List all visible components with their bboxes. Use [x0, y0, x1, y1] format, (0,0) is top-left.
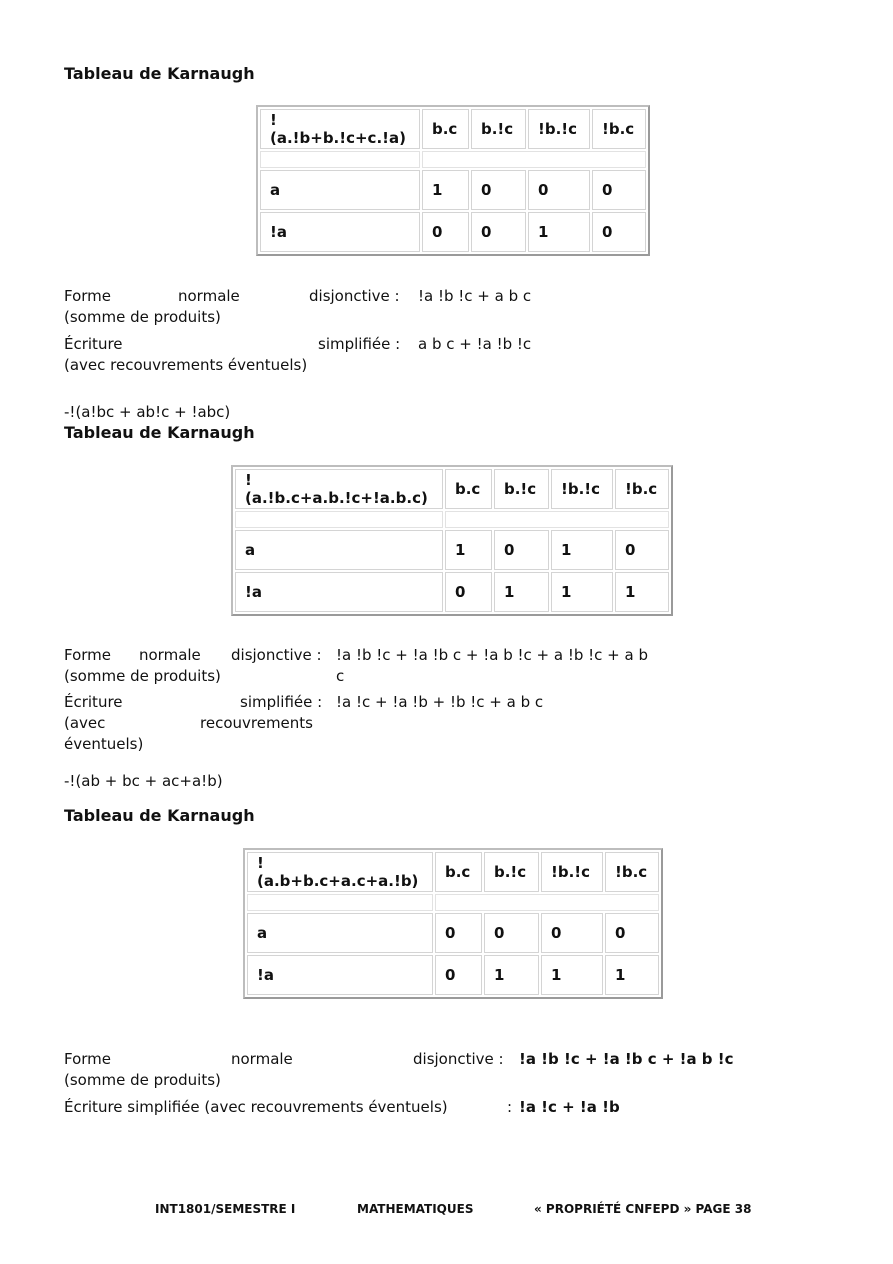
fnd-row-2: [64, 645, 864, 689]
table-header-col: !b.!c: [541, 852, 603, 892]
section2-expression: [64, 403, 230, 421]
expr-prefix: -!: [64, 772, 76, 790]
table-header-col: !b.c: [615, 469, 669, 509]
simp-label-word1: Écriture: [64, 335, 123, 353]
table-header-function: !(a.b+b.c+a.c+a.!b): [247, 852, 433, 892]
table-cell: 1: [615, 572, 669, 612]
fnd-label-line2: (somme de produits): [64, 308, 221, 326]
table-header-col: !b.!c: [528, 109, 590, 149]
table-cell: 0: [605, 913, 659, 953]
simp-label-word1: Écriture: [64, 693, 123, 711]
fnd-label-word3: disjonctive :: [231, 646, 322, 664]
table-cell: 0: [615, 530, 669, 570]
simp-label-word3: (avec: [64, 714, 106, 732]
fnd-label-word3: disjonctive :: [309, 287, 400, 305]
fnd-row-1: [64, 286, 864, 330]
simp-label-word5: éventuels): [64, 735, 144, 753]
table-header-col: b.!c: [484, 852, 539, 892]
table-row: [260, 170, 646, 210]
table-cell: 0: [494, 530, 549, 570]
table-header-col: b.c: [422, 109, 469, 149]
karnaugh-table-2: [231, 465, 673, 616]
table-header-row: [235, 469, 669, 509]
table-cell: 0: [528, 170, 590, 210]
table-spacer-row: [235, 511, 669, 528]
fnd-label-word2: normale: [139, 646, 201, 664]
table-cell: 0: [445, 572, 492, 612]
simplified-row-2: [64, 692, 864, 756]
simp-label: Écriture simplifiée (avec recouvrements éventuels): [64, 1098, 448, 1116]
table-cell: 1: [551, 530, 613, 570]
table-header-function: !(a.!b.c+a.b.!c+!a.b.c): [235, 469, 443, 509]
table-row: [247, 955, 659, 995]
table-spacer-row: [260, 151, 646, 168]
table-cell: 0: [422, 212, 469, 252]
table-cell: 1: [551, 572, 613, 612]
table-header-row: [260, 109, 646, 149]
fnd-label-word1: Forme: [64, 287, 112, 305]
section1-heading: Tableau de Karnaugh: [64, 64, 255, 83]
fnd-value: !a !b !c + !a !b c + !a b !c: [519, 1050, 734, 1068]
table-cell: 1: [541, 955, 603, 995]
expr-body: (a!bc + ab!c + !abc): [75, 403, 231, 421]
fnd-label-word1: Forme: [64, 1050, 112, 1068]
section2-heading: Tableau de Karnaugh: [64, 423, 255, 442]
table-header-col: b.c: [445, 469, 492, 509]
simp-value: a b c + !a !b !c: [418, 335, 532, 353]
fnd-value-line1: !a !b !c + !a !b c + !a b !c + a !b !c + a b: [336, 646, 649, 664]
simp-value: !a !c + !a !b + !b !c + a b c: [336, 693, 544, 711]
simp-label-word2: simplifiée :: [318, 335, 401, 353]
fnd-label-word2: normale: [178, 287, 240, 305]
table-cell: 0: [471, 170, 526, 210]
table-cell: 0: [592, 212, 646, 252]
simplified-row-3: [64, 1097, 864, 1121]
table-header-col: !b.c: [605, 852, 659, 892]
expr-prefix: -!: [64, 403, 76, 421]
row-label: !a: [235, 572, 443, 612]
table-cell: 0: [484, 913, 539, 953]
fnd-value-line2: c: [336, 667, 345, 685]
row-label: a: [247, 913, 433, 953]
table-header-col: b.!c: [494, 469, 549, 509]
table-header-function: !(a.!b+b.!c+c.!a): [260, 109, 420, 149]
table-header-col: b.c: [435, 852, 482, 892]
table-cell: 1: [484, 955, 539, 995]
row-label: !a: [247, 955, 433, 995]
table-cell: 1: [445, 530, 492, 570]
simplified-row-1: [64, 334, 864, 378]
fnd-label-word2: normale: [231, 1050, 293, 1068]
table-header-col: !b.!c: [551, 469, 613, 509]
table-spacer-blank: [445, 511, 669, 528]
table-spacer-cell: [247, 894, 433, 911]
table-cell: 1: [605, 955, 659, 995]
simp-value: !a !c + !a !b: [519, 1098, 620, 1116]
table-cell: 0: [435, 913, 482, 953]
row-label: !a: [260, 212, 420, 252]
row-label: a: [235, 530, 443, 570]
table-spacer-blank: [435, 894, 659, 911]
table-spacer-cell: [235, 511, 443, 528]
footer-page: « PROPRIÉTÉ CNFEPD » PAGE 38: [534, 1202, 752, 1216]
table-spacer-blank: [422, 151, 646, 168]
karnaugh-table-1: [256, 105, 650, 256]
table-cell: 1: [528, 212, 590, 252]
footer-subject: MATHEMATIQUES: [357, 1202, 474, 1216]
simp-label-word4: recouvrements: [200, 714, 313, 732]
simp-label-line2: (avec recouvrements éventuels): [64, 356, 308, 374]
expr-body: (ab + bc + ac+a!b): [75, 772, 223, 790]
section3-heading: Tableau de Karnaugh: [64, 806, 255, 825]
table-row: [235, 530, 669, 570]
karnaugh-table-3: [243, 848, 663, 999]
table-cell: 0: [541, 913, 603, 953]
fnd-label-word3: disjonctive :: [413, 1050, 504, 1068]
table-row: [247, 913, 659, 953]
fnd-row-3: [64, 1049, 864, 1093]
table-cell: 1: [494, 572, 549, 612]
table-header-col: !b.c: [592, 109, 646, 149]
fnd-label-line2: (somme de produits): [64, 1071, 221, 1089]
table-spacer-cell: [260, 151, 420, 168]
simp-label-word2: simplifiée :: [240, 693, 323, 711]
table-cell: 1: [422, 170, 469, 210]
fnd-label-line2: (somme de produits): [64, 667, 221, 685]
section3-expression: [64, 772, 223, 790]
table-header-row: [247, 852, 659, 892]
table-cell: 0: [471, 212, 526, 252]
table-header-col: b.!c: [471, 109, 526, 149]
table-cell: 0: [592, 170, 646, 210]
simp-colon: :: [507, 1098, 513, 1116]
table-cell: 0: [435, 955, 482, 995]
table-row: [235, 572, 669, 612]
table-row: [260, 212, 646, 252]
fnd-label-word1: Forme: [64, 646, 112, 664]
footer-course: INT1801/SEMESTRE I: [155, 1202, 296, 1216]
fnd-value: !a !b !c + a b c: [418, 287, 532, 305]
row-label: a: [260, 170, 420, 210]
table-spacer-row: [247, 894, 659, 911]
